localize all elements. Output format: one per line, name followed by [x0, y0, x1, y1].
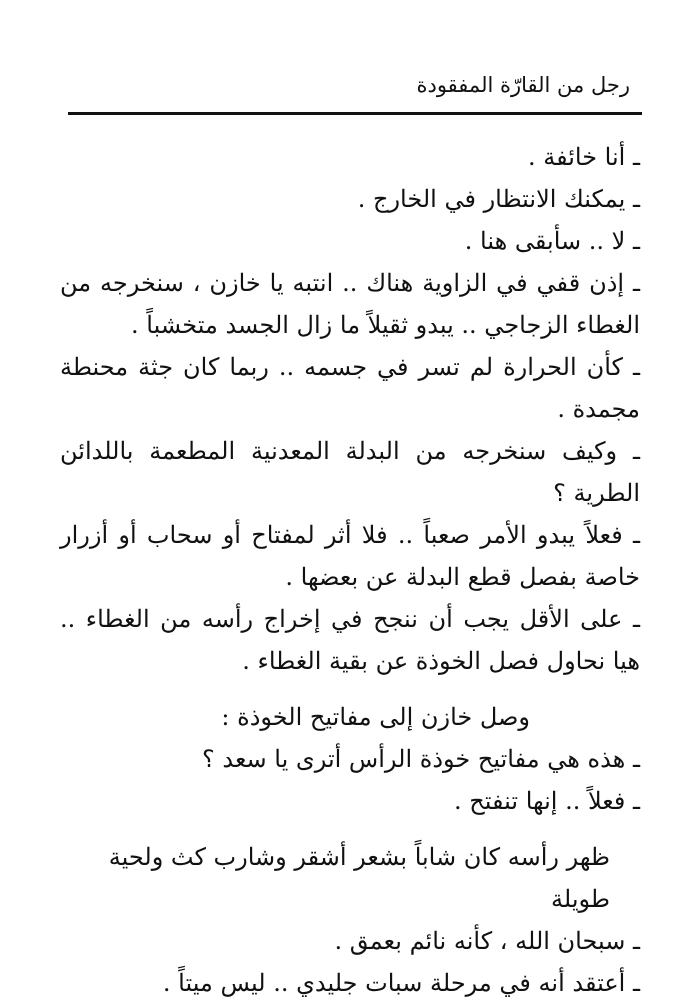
dialogue-line: ـ سبحان الله ، كأنه نائم بعمق .: [334, 927, 640, 955]
dialogue-line: ـ إذن قفي في الزاوية هناك .. انتبه يا خازن ، سنخرجه من الغطاء الزجاجي .. يبدو ثقيلاً ما زال الجسد متخشباً .: [60, 269, 640, 339]
dialogue-line: ـ لا .. سأبقى هنا .: [464, 227, 640, 255]
dialogue-line: ـ أنا خائفة .: [527, 143, 640, 171]
dialogue-line: ـ فعلاً يبدو الأمر صعباً .. فلا أثر لمفتاح أو سحاب أو أزرار خاصة بفصل قطع البدلة عن بعضها .: [60, 521, 640, 591]
dialogue-line: ـ أعتقد أنه في مرحلة سبات جليدي .. ليس ميتاً .: [162, 969, 640, 997]
dialogue-line: ـ هذه هي مفاتيح خوذة الرأس أترى يا سعد ؟: [202, 745, 640, 773]
dialogue-line: ـ على الأقل يجب أن ننجح في إخراج رأسه من الغطاء .. هيا نحاول فصل الخوذة عن بقية الغطاء .: [60, 605, 640, 675]
dialogue-line: ـ كأن الحرارة لم تسر في جسمه .. ربما كان جثة محنطة مجمدة .: [60, 353, 641, 423]
header-rule: [68, 112, 642, 115]
narration-line: وصل خازن إلى مفاتيح الخوذة :: [221, 703, 530, 731]
dialogue-line: ـ وكيف سنخرجه من البدلة المعدنية المطعمة باللدائن الطرية ؟: [60, 437, 640, 507]
dialogue-line: ـ يمكنك الانتظار في الخارج .: [357, 185, 640, 213]
body-text: [60, 136, 640, 1004]
dialogue-line: ـ فعلاً .. إنها تنفتح .: [454, 787, 640, 815]
narration-line: ظهر رأسه كان شاباً بشعر أشقر وشارب كث ولحية طويلة: [108, 843, 610, 913]
running-header: رجل من القارّة المفقودة: [416, 73, 630, 97]
